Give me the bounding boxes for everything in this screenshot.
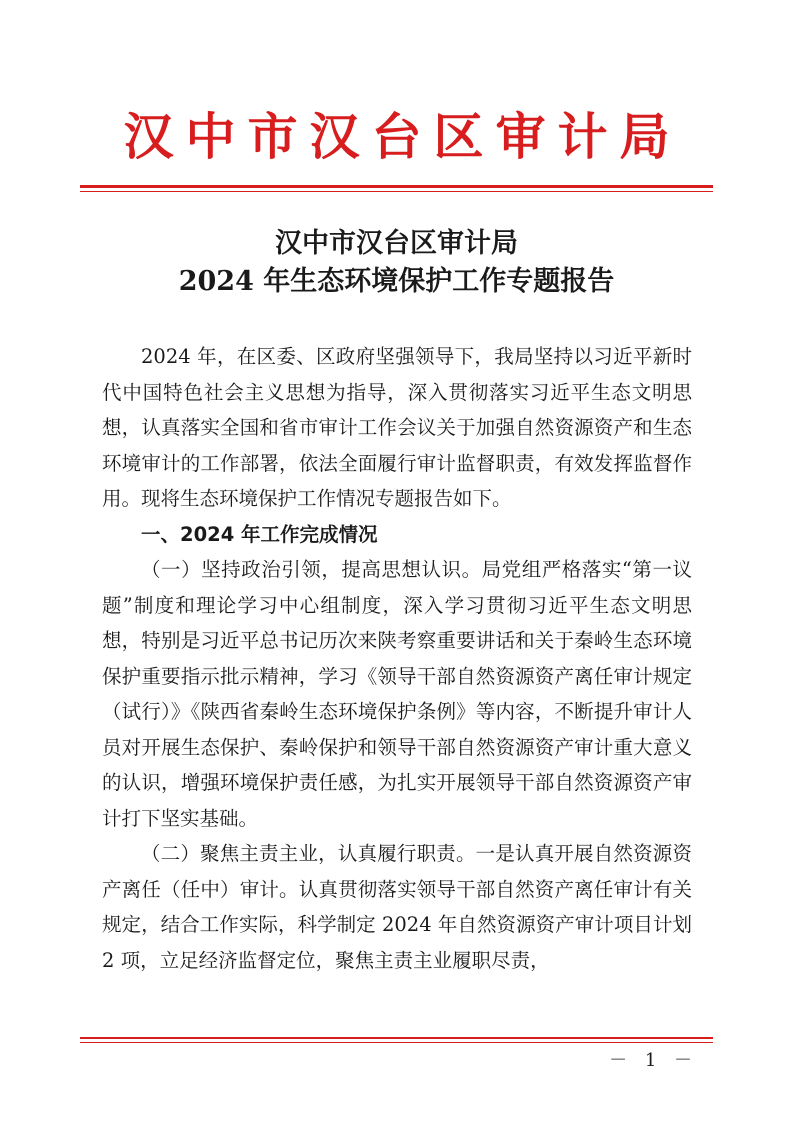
section-paragraph-1: （一）坚持政治引领，提高思想认识。局党组严格落实“第一议题”制度和理论学习中心组制度，深入学习贯彻习近平生态文明思想，特别是习近平总书记历次来陕考察重要讲话和关于秦岭生态环境保护重要指示批示精神，学习《领导干部自然资源资产离任审计规定（试行）》《陕西省秦岭生态环境保护条例》等内容，不断提升审计人员对开展生态保护、秦岭保护和领导干部自然资源资产审计重大意义的认识，增强环境保护责任感，为扎实开展领导干部自然资源资产审计打下坚实基础。 — [102, 558, 692, 830]
section-paragraph-2: （二）聚焦主责主业，认真履行职责。一是认真开展自然资源资产离任（任中）审计。认真贯彻落实领导干部自然资产离任审计有关规定，结合工作实际，科学制定 2024 年自然资源资产审计项目计划 2 项，立足经济监督定位，聚焦主责主业履职尽责， — [102, 842, 692, 972]
section-heading: 一、2024 年工作完成情况 — [141, 522, 378, 546]
masthead-rule-thick — [80, 185, 713, 188]
page-number: － 1 － — [609, 1050, 698, 1071]
document-body — [102, 339, 692, 978]
intro-paragraph: 2024 年，在区委、区政府坚强领导下，我局坚持以习近平新时代中国特色社会主义思想为指导，深入贯彻落实习近平生态文明思想，认真落实全国和省市审计工作会议关于加强自然资源资产和生态环境审计的工作部署，依法全面履行审计监督职责，有效发挥监督作用。现将生态环境保护工作情况专题报告如下。 — [102, 345, 692, 510]
masthead-title: 汉中市汉台区审计局 — [123, 107, 682, 166]
masthead-rule-thin — [80, 191, 713, 192]
document-title-line2: 2024 年生态环境保护工作专题报告 — [178, 266, 615, 297]
footer-rule-thin — [80, 1042, 713, 1043]
footer-rule-thick — [80, 1037, 713, 1039]
document-title-line1: 汉中市汉台区审计局 — [275, 228, 518, 259]
